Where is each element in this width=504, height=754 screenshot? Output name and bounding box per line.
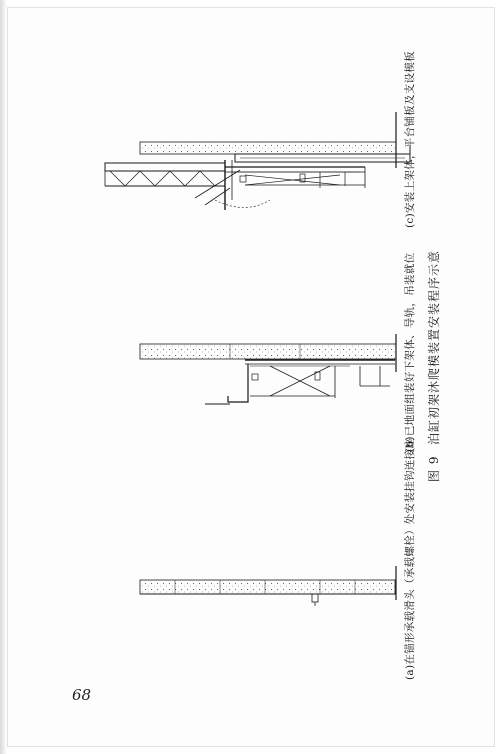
panel-c-drawing bbox=[105, 112, 410, 210]
figure-label: 图 9 bbox=[427, 455, 441, 482]
panel-b-wall bbox=[140, 344, 396, 359]
panel-b-lower-frame bbox=[228, 364, 248, 402]
panel-a-wall bbox=[140, 580, 395, 594]
panel-b-drawing bbox=[140, 334, 396, 404]
subcaption-a: (a)在锚形承载滑头（承载螺栓）处安装挂钩连接座 bbox=[404, 437, 416, 680]
subcaption-c: (c)安装上架体，平台铺板及支设模板 bbox=[404, 51, 416, 228]
panel-a-anchor-seat bbox=[312, 594, 318, 602]
page-number: 68 bbox=[72, 686, 92, 704]
panel-c-wall bbox=[140, 142, 396, 154]
panel-a-drawing bbox=[140, 566, 396, 606]
figure-title: 泊缸初架沐爬模装置安装程序示意 bbox=[427, 249, 441, 445]
subcaption-b: (b)已地面组装好下架体、导轨，吊装就位 bbox=[404, 252, 416, 452]
panel-c-platform bbox=[105, 163, 225, 171]
panel-c-truss bbox=[110, 171, 215, 186]
